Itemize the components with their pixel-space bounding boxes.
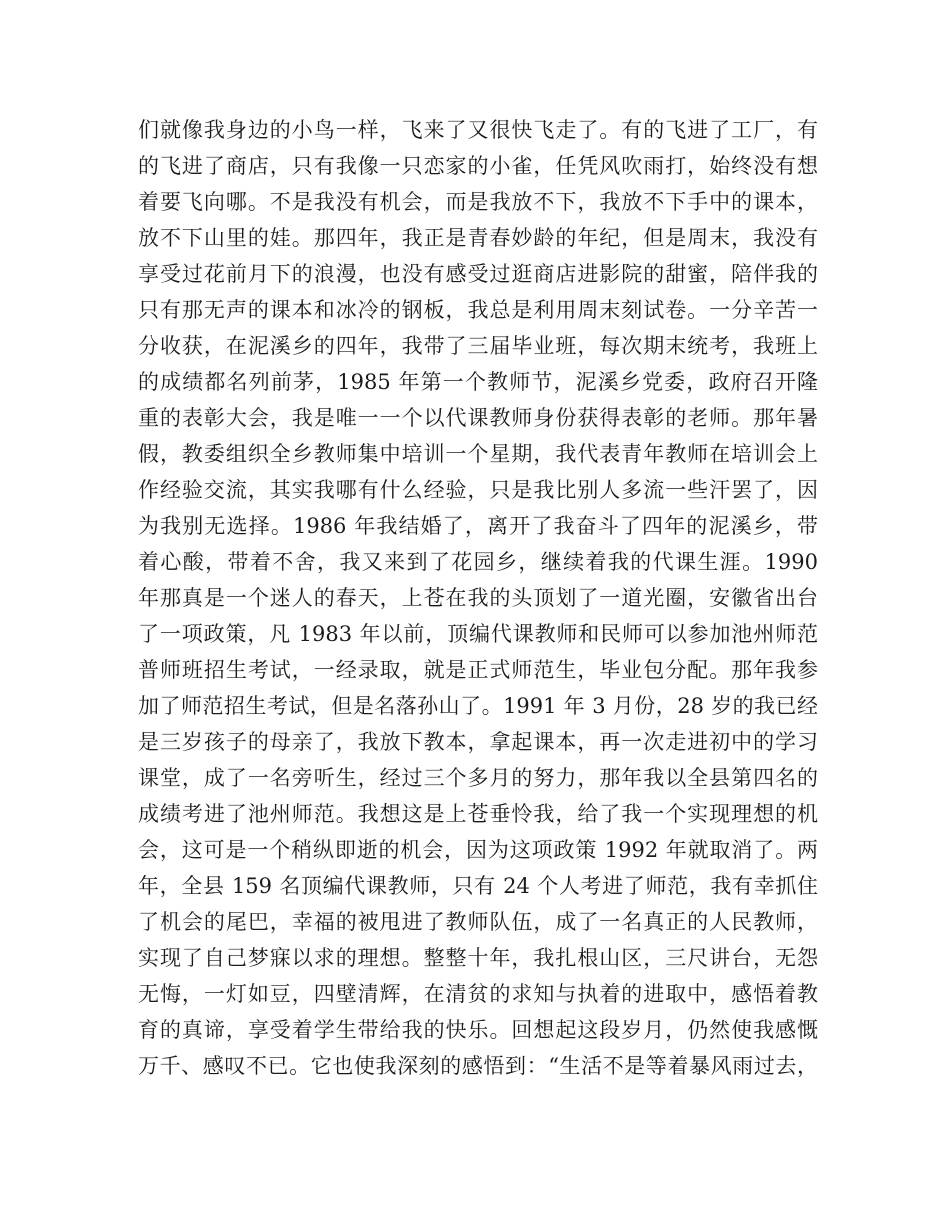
text-line: 重的表彰大会，我是唯一一个以代课教师身份获得表彰的老师。那年暑 bbox=[138, 406, 818, 430]
text-line: 放不下山里的娃。那四年，我正是青春妙龄的年纪，但是周末，我没有 bbox=[138, 226, 818, 250]
text-line: 课堂，成了一名旁听生，经过三个多月的努力，那年我以全县第四名的 bbox=[138, 766, 818, 790]
text-line: 年那真是一个迷人的春天，上苍在我的头顶划了一道光圈，安徽省出台 bbox=[138, 586, 818, 610]
text-line: 享受过花前月下的浪漫，也没有感受过逛商店进影院的甜蜜，陪伴我的 bbox=[138, 262, 818, 286]
text-line: 万千、感叹不已。它也使我深刻的感悟到：“生活不是等着暴风雨过去， bbox=[138, 1054, 818, 1078]
text-line: 为我别无选择。1986 年我结婚了，离开了我奋斗了四年的泥溪乡，带 bbox=[138, 514, 818, 538]
text-line: 着心酸，带着不舍，我又来到了花园乡，继续着我的代课生涯。1990 bbox=[138, 550, 818, 574]
text-line: 会，这可是一个稍纵即逝的机会，因为这项政策 1992 年就取消了。两 bbox=[138, 838, 818, 862]
text-line: 年，全县 159 名顶编代课教师，只有 24 个人考进了师范，我有幸抓住 bbox=[138, 874, 818, 898]
text-line: 育的真谛，享受着学生带给我的快乐。回想起这段岁月，仍然使我感慨 bbox=[138, 1018, 818, 1042]
text-line: 分收获，在泥溪乡的四年，我带了三届毕业班，每次期末统考，我班上 bbox=[138, 334, 818, 358]
text-line: 的飞进了商店，只有我像一只恋家的小雀，任凭风吹雨打，始终没有想 bbox=[138, 154, 818, 178]
text-line: 们就像我身边的小鸟一样，飞来了又很快飞走了。有的飞进了工厂，有 bbox=[138, 118, 818, 142]
text-line: 的成绩都名列前茅，1985 年第一个教师节，泥溪乡党委，政府召开隆 bbox=[138, 370, 818, 394]
text-line: 假，教委组织全乡教师集中培训一个星期，我代表青年教师在培训会上 bbox=[138, 442, 818, 466]
text-line: 成绩考进了池州师范。我想这是上苍垂怜我，给了我一个实现理想的机 bbox=[138, 802, 818, 826]
text-line: 了一项政策，凡 1983 年以前，顶编代课教师和民师可以参加池州师范 bbox=[138, 622, 818, 646]
text-line: 着要飞向哪。不是我没有机会，而是我放不下，我放不下手中的课本， bbox=[138, 190, 818, 214]
text-line: 加了师范招生考试，但是名落孙山了。1991 年 3 月份，28 岁的我已经 bbox=[138, 694, 818, 718]
text-line: 只有那无声的课本和冰冷的钢板，我总是利用周末刻试卷。一分辛苦一 bbox=[138, 298, 818, 322]
text-line: 普师班招生考试，一经录取，就是正式师范生，毕业包分配。那年我参 bbox=[138, 658, 818, 682]
text-line: 无悔，一灯如豆，四壁清辉，在清贫的求知与执着的进取中，感悟着教 bbox=[138, 982, 818, 1006]
text-line: 是三岁孩子的母亲了，我放下教本，拿起课本，再一次走进初中的学习 bbox=[138, 730, 818, 754]
body-text bbox=[138, 112, 818, 1084]
text-line: 作经验交流，其实我哪有什么经验，只是我比别人多流一些汗罢了，因 bbox=[138, 478, 818, 502]
text-line: 实现了自己梦寐以求的理想。整整十年，我扎根山区，三尺讲台，无怨 bbox=[138, 946, 818, 970]
text-line: 了机会的尾巴，幸福的被甩进了教师队伍，成了一名真正的人民教师， bbox=[138, 910, 818, 934]
